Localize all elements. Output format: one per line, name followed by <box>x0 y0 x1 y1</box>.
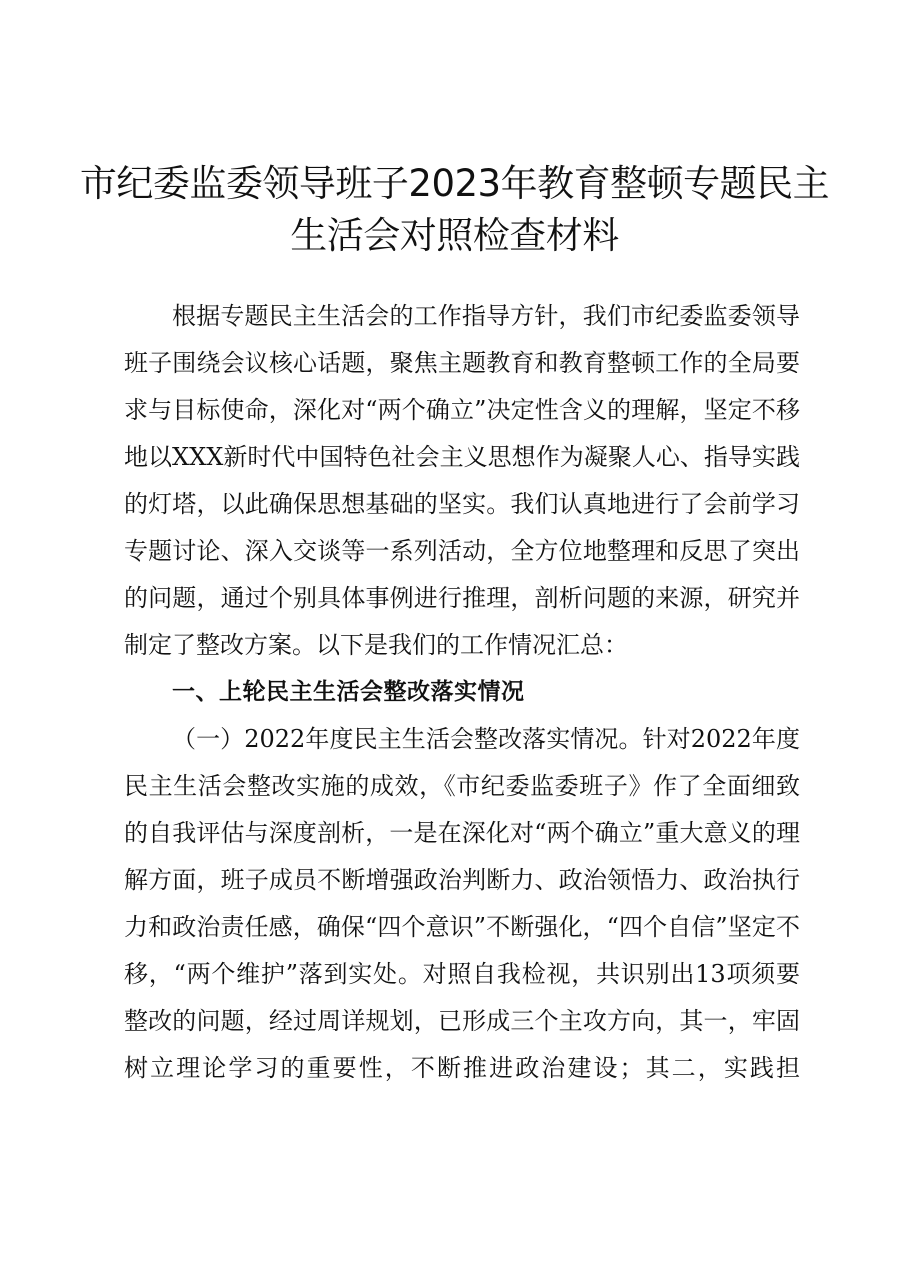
section-1-paragraph: （一）2022年度民主生活会整改落实情况。针对2022年度民主生活会整改实施的成效，《市纪委监委班子》作了全面细致的自我评估与深度剖析，一是在深化对“两个确立”重大意义的理解方面，班子成员不断增强政治判断力、政治领悟力、政治执行力和政治责任感，确保“四个意识”不断强化，“四个自信”坚定不移，“两个维护”落到实处。对照自我检视，共识别出13项须要整改的问题，经过周详规划，已形成三个主攻方向，其一，牢固树立理论学习的重要性，不断推进政治建设；其二，实践担 <box>124 725 800 1082</box>
document-title-line-2: 生活会对照检查材料 <box>290 214 619 257</box>
document-body <box>124 293 800 1092</box>
section-1-heading: 一、上轮民主生活会整改落实情况 <box>172 679 525 705</box>
document-title <box>60 158 849 262</box>
intro-paragraph: 根据专题民主生活会的工作指导方针，我们市纪委监委领导班子围绕会议核心话题，聚焦主题教育和教育整顿工作的全局要求与目标使命，深化对“两个确立”决定性含义的理解，坚定不移地以XXX新时代中国特色社会主义思想作为凝聚人心、指导实践的灯塔，以此确保思想基础的坚实。我们认真地进行了会前学习专题讨论、深入交谈等一系列活动，全方位地整理和反思了突出的问题，通过个别具体事例进行推理，剖析问题的来源，研究并制定了整改方案。以下是我们的工作情况汇总： <box>124 302 800 659</box>
document-title-line-1: 市纪委监委领导班子2023年教育整顿专题民主 <box>79 162 830 205</box>
